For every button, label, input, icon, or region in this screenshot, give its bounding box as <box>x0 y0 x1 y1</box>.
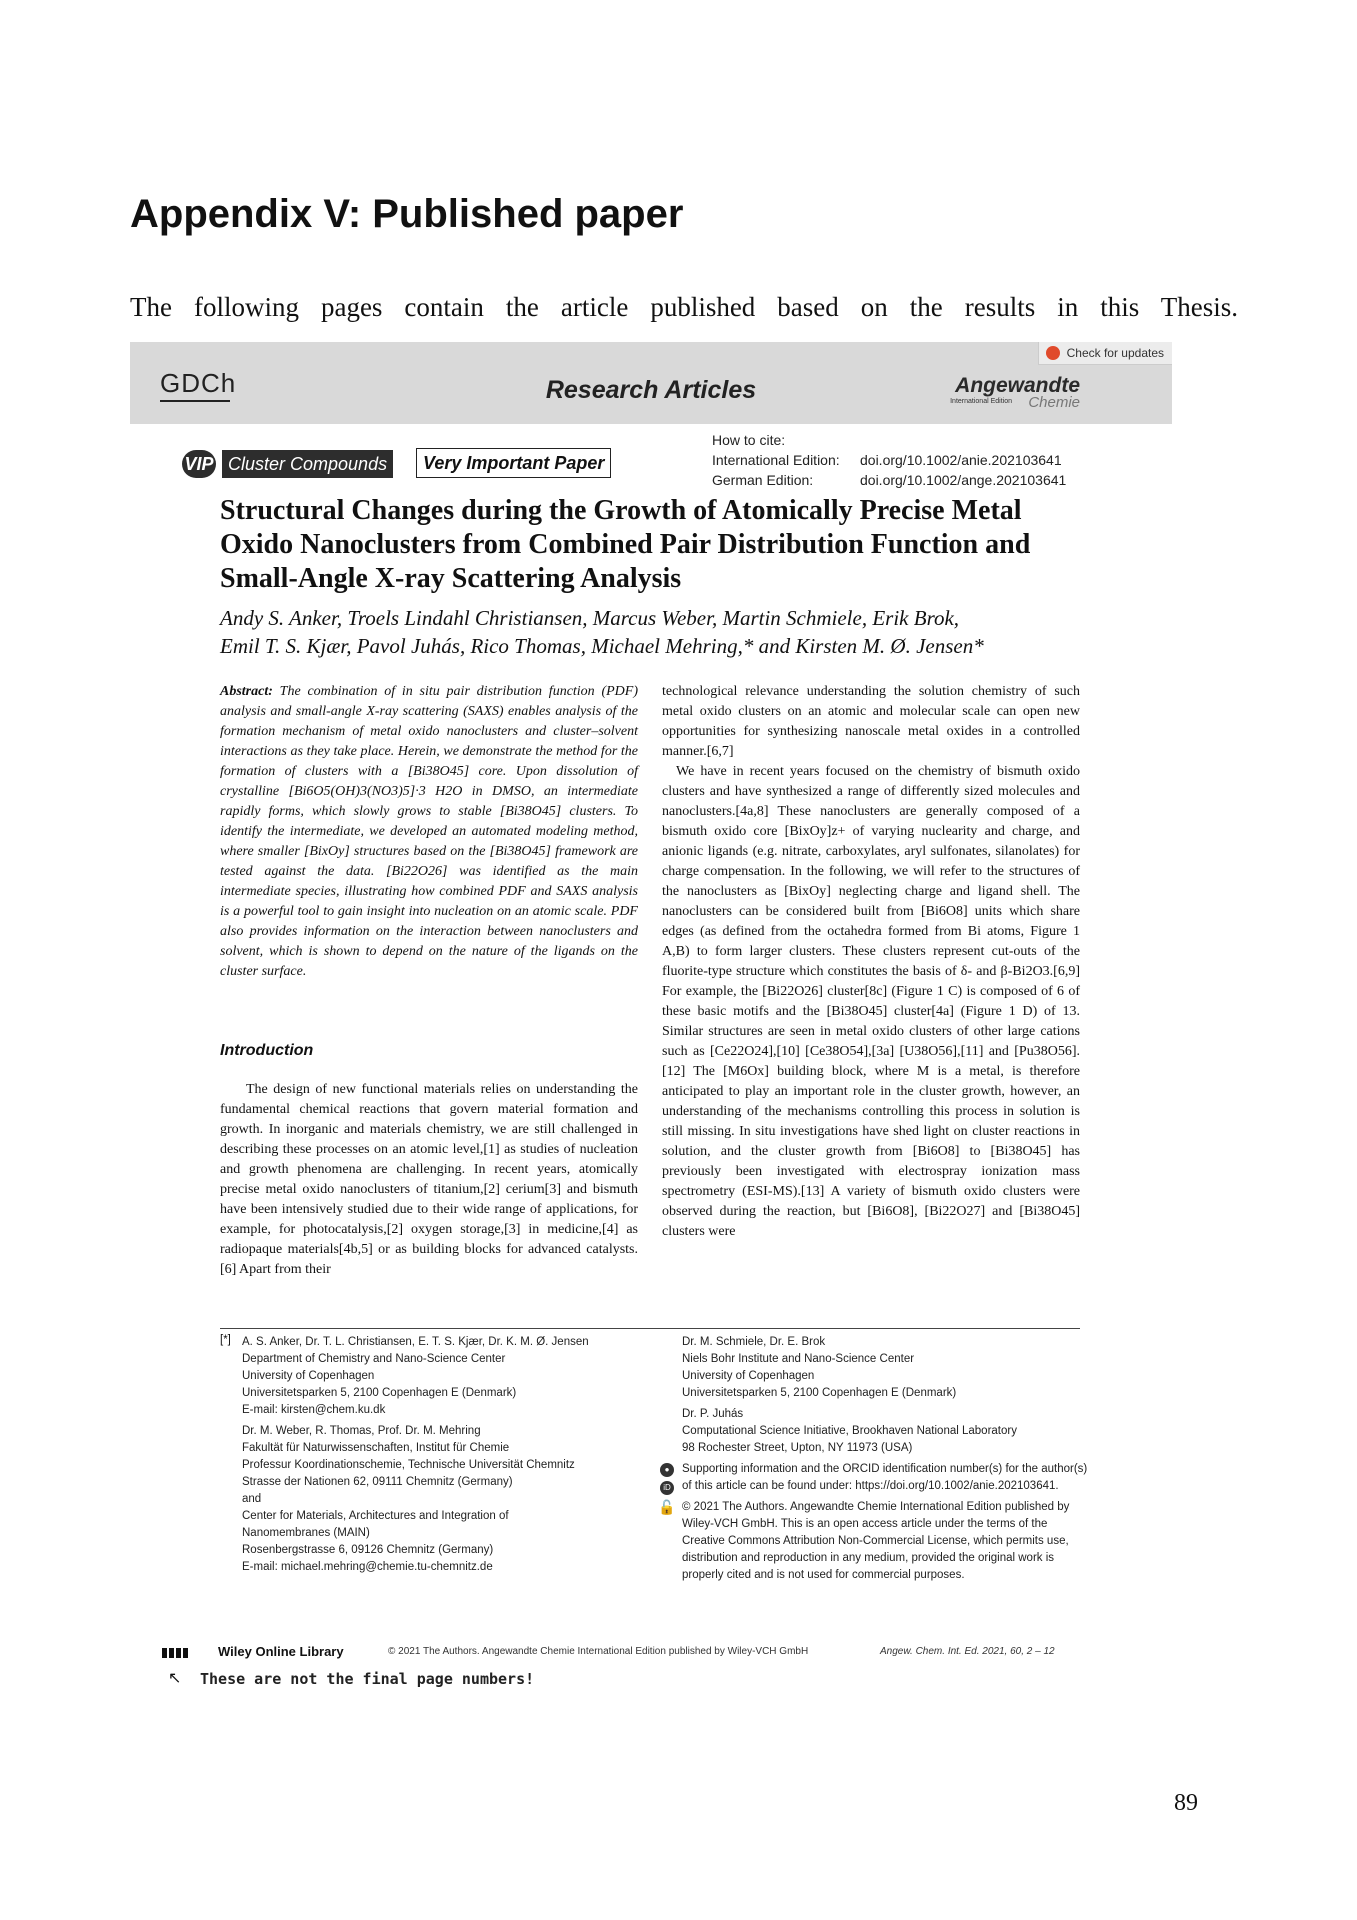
footnote-line: Fakultät für Naturwissenschaften, Institut für Chemie <box>242 1442 510 1454</box>
footnote-line: Dr. M. Weber, R. Thomas, Prof. Dr. M. Mehring <box>242 1425 481 1437</box>
author-list <box>220 604 1120 660</box>
abstract-text: The combination of in situ pair distribution function (PDF) analysis and small-angle X-ray scattering (SAXS) enables analysis of the formation mechanism of metal oxido nanoclusters and cluster–solvent interactions as they take place. Herein, we demonstrate the method for the formation of clusters with a [Bi38O45] core. Upon dissolution of crystalline [Bi6O5(OH)3(NO3)5]·3 H2O in DMSO, an intermediate rapidly forms, which slowly grows to stable [Bi38O45] clusters. To identify the intermediate, we developed an automated modeling method, where smaller [BixOy] structures based on the [Bi38O45] framework are tested against the data. [Bi22O26] was identified as the main intermediate species, illustrating how combined PDF and SAXS analysis is a powerful tool to gain insight into nucleation on an atomic scale. PDF also provides information on the interaction between nanoclusters and solvent, which is shown to depend on the nature of the ligands on the cluster surface. <box>220 684 638 979</box>
footnote-line: Rosenbergstrasse 6, 09126 Chemnitz (Germany) <box>242 1544 494 1556</box>
gdch-logo: GDCh <box>160 368 237 398</box>
not-final-notice: These are not the final page numbers! <box>200 1670 535 1688</box>
check-updates-icon <box>1046 346 1060 360</box>
arrow-icon: ↖ <box>168 1668 182 1687</box>
footnote-line: Universitetsparken 5, 2100 Copenhagen E (Denmark) <box>242 1387 517 1399</box>
footnote-line: Dr. M. Schmiele, Dr. E. Brok <box>682 1336 826 1348</box>
abstract-label: Abstract: <box>220 684 273 699</box>
open-access-lock-icon: 🔓 <box>658 1499 676 1515</box>
intl-edition-label: International Edition: <box>712 452 840 468</box>
journal-header-bar <box>130 342 1172 424</box>
wiley-logo-icon <box>162 1648 188 1658</box>
footnote-line: University of Copenhagen <box>242 1370 375 1382</box>
introduction-heading: Introduction <box>220 1042 314 1059</box>
introduction-text: The design of new functional materials relies on understanding the fundamental chemical reactions that govern material formation and growth. In inorganic and materials chemistry, we are still challenged in describing these processes on an atomic level,[1] as studies of nucleation and growth phenomena are challenging. In recent years, atomically precise metal oxido nanoclusters of titanium,[2] cerium[3] and bismuth have been intensively studied due to their wide range of applications, for example, for photocatalysis,[2] oxygen storage,[3] in medicine,[4] as radiopaque materials[4b,5] or as building blocks for advanced catalysts.[6] Apart from their <box>220 1082 638 1277</box>
footnote-line: A. S. Anker, Dr. T. L. Christiansen, E. T. S. Kjær, Dr. K. M. Ø. Jensen <box>242 1336 589 1348</box>
footnote-email[interactable]: E-mail: michael.mehring@chemie.tu-chemnitz.de <box>242 1561 493 1573</box>
footnote-email[interactable]: E-mail: kirsten@chem.ku.dk <box>242 1404 386 1416</box>
check-updates-button[interactable] <box>1038 342 1172 365</box>
abstract <box>220 682 638 982</box>
supporting-info-icon: ● <box>660 1463 674 1477</box>
section-title: Research Articles <box>545 376 757 404</box>
footnotes-right <box>658 1334 1092 1584</box>
footnote-line: Strasse der Nationen 62, 09111 Chemnitz (Germany) <box>242 1476 513 1488</box>
footnote-divider <box>220 1328 1080 1329</box>
intro-line: The following pages contain the article published based on the results in this Thesis. <box>130 292 1238 322</box>
journal-edition-label: International Edition <box>950 398 1012 405</box>
footnote-line: 98 Rochester Street, Upton, NY 11973 (USA) <box>682 1442 913 1454</box>
wiley-online-library: Wiley Online Library <box>218 1644 344 1659</box>
footnotes-left <box>242 1334 642 1576</box>
check-updates-label: Check for updates <box>1066 346 1164 360</box>
authors-line-2: Emil T. S. Kjær, Pavol Juhás, Rico Thomas, Michael Mehring,* and Kirsten M. Ø. Jensen* <box>220 634 984 658</box>
article-title: Structural Changes during the Growth of Atomically Precise Metal Oxido Nanoclusters from Combined Pair Distribution Function and Small-Angle X-ray Scattering Analysis <box>220 495 1031 594</box>
right-paragraph-1: technological relevance understanding the solution chemistry of such metal oxido clusters on an atomic and molecular scale can open new opportunities for synthesizing nanoscale metal oxides in a controlled manner.[6,7] <box>662 684 1080 759</box>
how-to-cite: How to cite: <box>712 432 786 448</box>
footnote-line: Universitetsparken 5, 2100 Copenhagen E (Denmark) <box>682 1387 957 1399</box>
intl-edition-row <box>712 450 1066 470</box>
footer-copyright: © 2021 The Authors. Angewandte Chemie International Edition published by Wiley-VCH GmbH <box>388 1646 809 1657</box>
intl-doi-link[interactable]: doi.org/10.1002/anie.202103641 <box>860 452 1062 468</box>
german-edition-row <box>712 470 1066 490</box>
footnote-line: Computational Science Initiative, Brookhaven National Laboratory <box>682 1425 1017 1437</box>
footer-journal-ref: Angew. Chem. Int. Ed. 2021, 60, 2 – 12 <box>880 1646 1055 1657</box>
license-block <box>658 1499 1092 1584</box>
right-paragraph-2: We have in recent years focused on the chemistry of bismuth oxido clusters and have synthesized a range of differently sized molecules and nanoclusters.[4a,8] These nanoclusters are generally composed of a bismuth oxido core [BixOy]z+ of varying nuclearity and charge, and anionic ligands (e.g. nitrate, carboxylates, aryl sulfonates, silanolates) for charge compensation. In the following, we will refer to the structures of the nanoclusters as [BixOy] neglecting charge and ligand shell. The nanoclusters can be considered built from [Bi6O8] units which share edges (as defined from the octahedra formed from Bi atoms, Figure 1 A,B) to form larger clusters. These clusters represent cut-outs of the fluorite-type structure which constitutes the basis of δ- and β-Bi2O3.[6,9] For example, the [Bi22O26] cluster[8c] (Figure 1 C) is composed of 6 of these basic motifs and the [Bi38O45] cluster[4a] (Figure 1 D) of 13. Similar structures are seen in metal oxido clusters of other large cations such as [Ce22O24],[10] [Ce38O54],[3a] [U38O56],[11] and [Pu38O56].[12] The [M6Ox] building block, where M is a metal, is therefore anticipated to play an important role in the cluster growth, however, an understanding of the mechanisms controlling this process in solution is still missing. In situ investigations have shed light on cluster reactions in solution, and the cluster growth from [Bi6O8] to [Bi38O45] has previously been investigated with electrospray ionization mass spectrometry (ESI-MS).[13] A variety of bismuth oxido clusters were observed during the reaction, but [Bi6O8], [Bi22O27] and [Bi38O45] clusters were <box>662 764 1080 1239</box>
authors-line-1: Andy S. Anker, Troels Lindahl Christiansen, Marcus Weber, Martin Schmiele, Erik Brok, <box>220 606 960 630</box>
german-doi-link[interactable]: doi.org/10.1002/ange.202103641 <box>860 472 1067 488</box>
very-important-paper-tag: Very Important Paper <box>416 448 611 478</box>
journal-logo: Angewandte <box>955 374 1080 397</box>
footnote-line: Niels Bohr Institute and Nano-Science Center <box>682 1353 915 1365</box>
footnote-line: Center for Materials, Architectures and Integration of <box>242 1510 509 1522</box>
right-column <box>662 682 1080 1242</box>
footnote-line: Dr. P. Juhás <box>682 1408 744 1420</box>
license-text: © 2021 The Authors. Angewandte Chemie International Edition published by Wiley-VCH GmbH. This is an open access article under the terms of the Creative Commons Attribution Non-Commercial License, which permits use, distribution and reproduction in any medium, provided the original work is properly cited and is not used for commercial purposes. <box>682 1501 1070 1581</box>
footnote-line: Nanomembranes (MAIN) <box>242 1527 370 1539</box>
supporting-info-text: Supporting information and the ORCID identification number(s) for the author(s) of this article can be found under: https://doi.org/10.1002/anie.202103641. <box>682 1463 1088 1492</box>
footnote-line: and <box>242 1493 262 1505</box>
supporting-info-block <box>663 1461 1092 1495</box>
footnote-line: Professur Koordinationschemie, Technische Universität Chemnitz <box>242 1459 575 1471</box>
german-edition-label: German Edition: <box>712 472 814 488</box>
orcid-icon: iD <box>660 1481 674 1495</box>
page-number: 89 <box>1174 1790 1198 1816</box>
appendix-title: Appendix V: Published paper <box>130 192 684 236</box>
citation-block <box>712 430 1066 490</box>
footnote-marker: [*] <box>220 1334 231 1346</box>
footnote-line: Department of Chemistry and Nano-Science Center <box>242 1353 506 1365</box>
vip-badge: VIP <box>182 450 216 478</box>
category-tag: Cluster Compounds <box>222 450 393 478</box>
footnote-line: University of Copenhagen <box>682 1370 815 1382</box>
journal-chemie-label: Chemie <box>1028 394 1080 411</box>
